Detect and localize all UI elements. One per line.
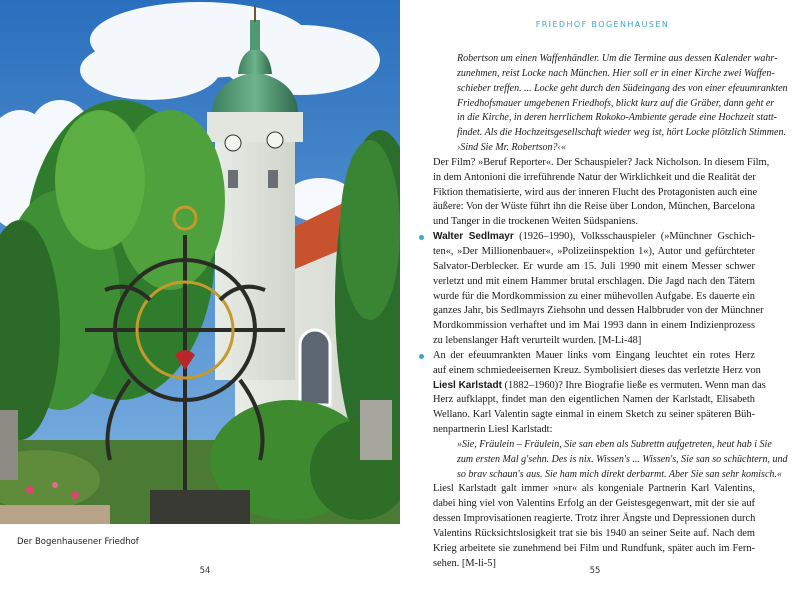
text-line: dessen Improvisationen reagierte. Trotz ihrer Ängste und Depressionen durch <box>433 513 756 525</box>
text-line: Wellano. Karl Valentin sagte einmal in einem Sketch zu seiner späteren Büh- <box>433 409 755 421</box>
text-line: Mordkommission verhaftet und im Mai 1993 dann in einem Indizienprozess <box>433 320 755 332</box>
text-line: Herz aufklappt, findet man den eigentlichen Namen der Karlstadt, Elisabeth <box>433 394 755 406</box>
page-number-right: 55 <box>589 566 601 576</box>
text-line: Krieg arbeitete sie zunehmend bei Film und Rundfunk, später auch im Fern- <box>433 542 755 554</box>
text-line: auf einem schmiedeeisernen Kreuz. Symbolisiert dieses das verletzte Herz von <box>433 364 761 376</box>
quote-line: ›Sind Sie Mr. Robertson?‹« <box>457 142 566 154</box>
karlstadt-paragraph <box>433 482 755 571</box>
bullet-icon <box>419 235 424 240</box>
quote-line: in die Kirche, in deren herrlichem Rokoko-Ambiente gerade eine Hochzeit statt- <box>457 112 777 124</box>
text-line: sehen. [M-li-5] <box>433 557 496 569</box>
text-line: nenpartnerin Liesl Karlstadt: <box>433 424 553 436</box>
text-line: in dem Antonioni die irreführende Natur der Wirklichkeit und die Realität der <box>433 171 756 183</box>
text-line: ganzes Jahr, bis Sedlmayrs Ziehsohn und dessen Halbbruder von der Münchner <box>433 305 764 317</box>
bullet-icon <box>419 354 424 359</box>
quote-line: Robertson um einen Waffenhändler. Um die Termine aus dessen Kalender wahr- <box>457 53 778 64</box>
text-line: zu lebenslanger Haft verurteilt wurden. [M-Li-48] <box>433 335 642 347</box>
photo-illustration <box>0 0 400 524</box>
quote-line: Friedhofsmauer umgebenen Friedhofs, blickt kurz auf die Gräber, dann geht er <box>457 97 775 109</box>
photo-caption: Der Bogenhausener Friedhof <box>17 537 139 547</box>
person-name: Walter Sedlmayr <box>433 231 514 243</box>
text-line <box>433 379 766 394</box>
person-name: Liesl Karlstadt <box>433 379 502 391</box>
text-line <box>433 230 755 245</box>
entry-liesl-karlstadt <box>433 349 766 438</box>
text-line: Fiktion thematisierte, wird aus der inneren Flucht des Protagonisten auch eine <box>433 186 758 198</box>
text-line: ten«, »Der Millionenbauer«, »Polizeiinspektion 1«), Autor und gefürchteter <box>433 245 755 257</box>
text-line: An der efeuumrankten Mauer links vom Eingang leuchtet ein rotes Herz <box>433 349 755 361</box>
quote-line: so brav schaun's aus. Sie ham mich direkt derbarmt. Aber Sie san sehr komisch.« <box>457 468 782 480</box>
valentin-quote <box>433 438 788 483</box>
body-text <box>433 52 788 572</box>
page-number-left: 54 <box>199 566 211 576</box>
text-fragment: (1882–1960)? Ihre Biografie ließe es vermuten. Wenn man das <box>501 379 766 391</box>
quote-line: zum ersten Mal g'sehn. Des is nix. Wissen's ... Wissen's, Sie san so schüchtern, und <box>457 453 788 465</box>
text-line: und Tanger in die trockenen Weiten Südspaniens. <box>433 216 638 228</box>
quote-line: zunehmen, reist Locke nach München. Hier soll er in einer Kirche zwei Waffen- <box>457 67 775 79</box>
text-line: Salvator-Derblecker. Er wurde am 15. Juli 1990 mit einem Messer schwer <box>433 260 755 272</box>
text-fragment: (1926–1990), Volksschauspieler (»Münchner Gschich- <box>513 231 756 243</box>
quote-line: schieber treffen. ... Locke geht durch den Südeingang des von einer efeuumrankten <box>457 82 788 94</box>
text-line: Der Film? »Beruf Reporter«. Der Schauspieler? Jack Nicholson. In diesem Film, <box>433 156 770 168</box>
text-line: Valentins Rücksichtslosigkeit trat sie bis 1940 an seiner Seite auf. Nach dem <box>433 528 755 539</box>
church-cemetery-photo <box>0 0 400 524</box>
text-line: wurde für die Mordkommission zu einer mühevollen Aufgabe. Es dauerte ein <box>433 290 755 302</box>
quote-line: »Sie, Fräulein – Fräulein, Sie san eben als Subrettn aufgetreten, heut hab i Sie <box>457 438 772 450</box>
running-head: FRIEDHOF BOGENHAUSEN <box>535 20 670 29</box>
entry-walter-sedlmayr <box>433 230 764 349</box>
quote-line: findet. Als die Hochzeitsgesellschaft wieder weg ist, hört Locke plötzlich Stimmen. <box>457 127 786 139</box>
text-line: dabei hing viel von Valentins Erfolg an der Geistesgegenwart, mit der sie auf <box>433 498 755 510</box>
film-quote <box>433 52 788 156</box>
film-paragraph <box>433 156 770 230</box>
text-line: äußere: Von der Wüste führt ihn die Reise über London, München, Barcelona <box>433 201 755 213</box>
text-line: Liesl Karlstadt galt immer »nur« als kongeniale Partnerin Karl Valentins, <box>433 483 755 495</box>
text-line: verletzt und mit einem Hammer brutal erschlagen. Die Jagd nach den Tätern <box>433 275 755 287</box>
